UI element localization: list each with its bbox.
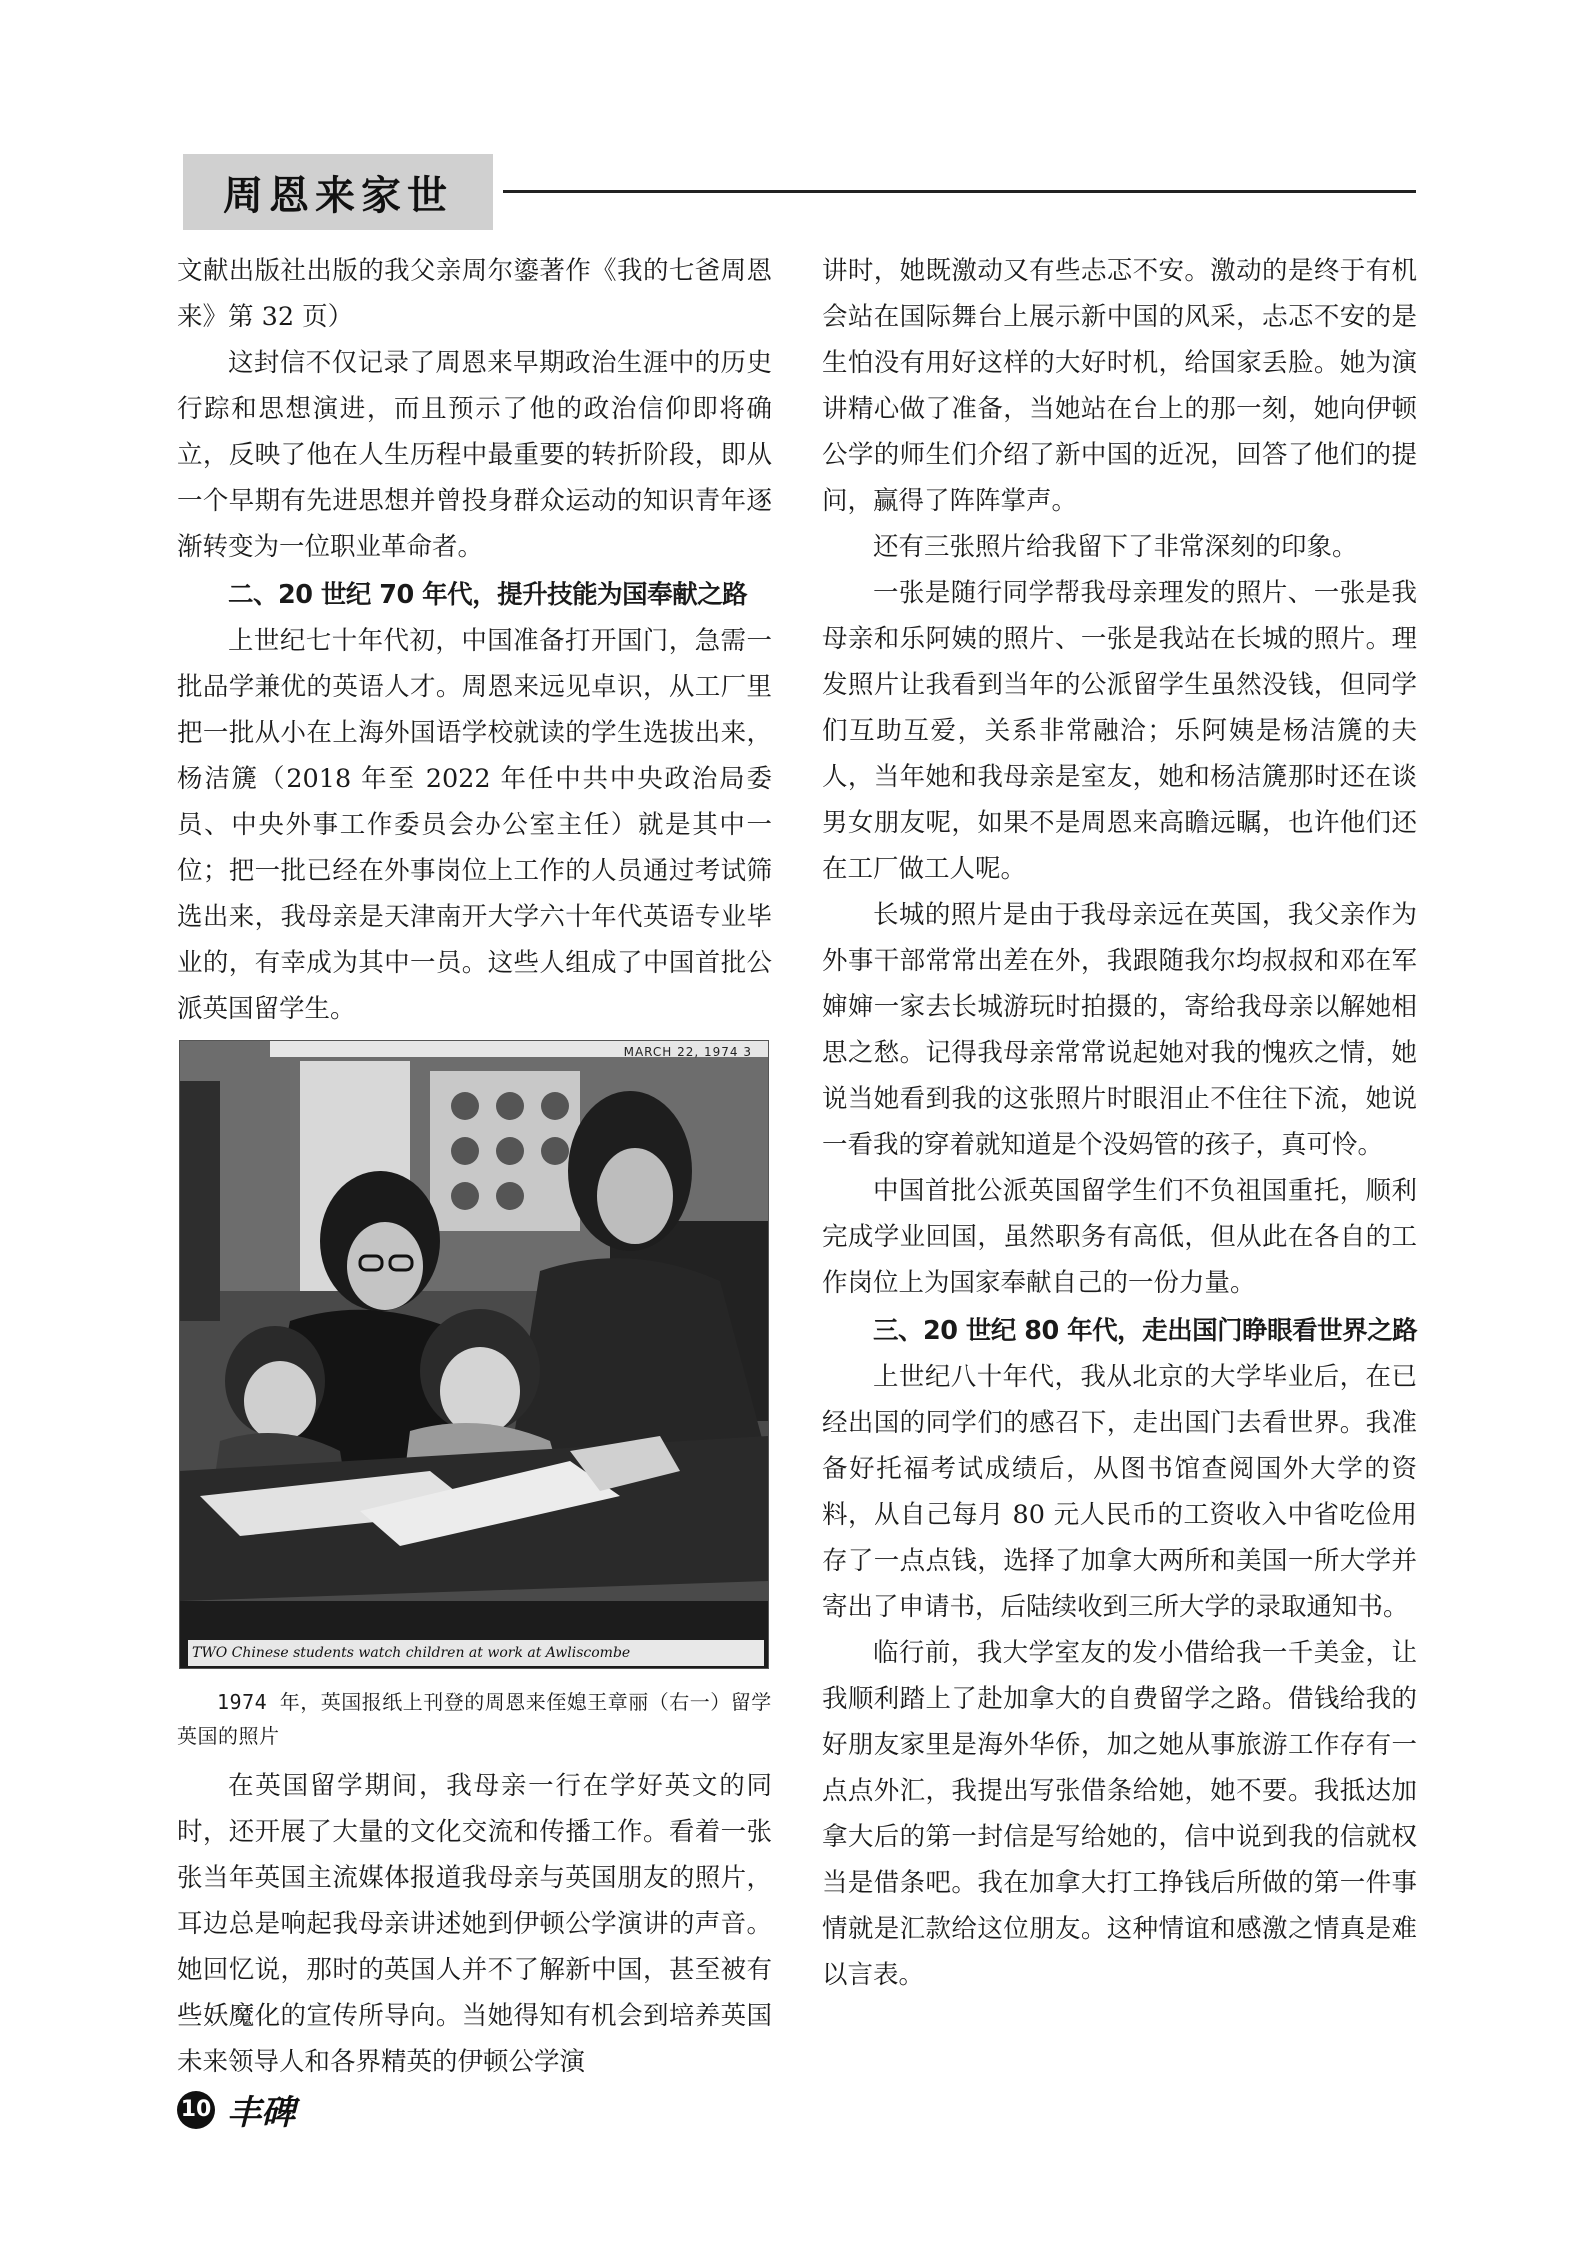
magazine-name: 丰碑 bbox=[227, 2093, 295, 2133]
paragraph: 还有三张照片给我留下了非常深刻的印象。 bbox=[873, 532, 1358, 562]
paragraph: 讲时，她既激动又有些忐忑不安。激动的是终于有机会站在国际舞台上展示新中国的风采，忐忑不安的是生怕没有用好这样的大好时机，给国家丢脸。她为演讲精心做了准备，当她站在台上的那一刻，她向伊顿公学的师生们介绍了新中国的近况，回答了他们的提问，赢得了阵阵掌声。 bbox=[822, 256, 1417, 516]
paragraph: 一张是随行同学帮我母亲理发的照片、一张是我母亲和乐阿姨的照片、一张是我站在长城的照片。理发照片让我看到当年的公派留学生虽然没钱，但同学们互助互爱，关系非常融洽；乐阿姨是杨洁篪的夫人，当年她和我母亲是室友，她和杨洁篪那时还在谈男女朋友呢，如果不是周恩来高瞻远瞩，也许他们还在工厂做工人呢。 bbox=[822, 578, 1417, 884]
section-heading: 三、20 世纪 80 年代，走出国门睁眼看世界之路 bbox=[873, 1316, 1418, 1346]
paragraph: 文献出版社出版的我父亲周尔鎏著作《我的七爸周恩来》第 32 页） bbox=[177, 256, 772, 332]
paragraph: 长城的照片是由于我母亲远在英国，我父亲作为外事干部常常出差在外，我跟随我尔均叔叔和邓在军婶婶一家去长城游玩时拍摄的，寄给我母亲以解她相思之愁。记得我母亲常常说起她对我的愧疚之情，她说当她看到我的这张照片时眼泪止不住往下流，她说一看我的穿着就知道是个没妈管的孩子，真可怜。 bbox=[822, 900, 1417, 1160]
paragraph: 中国首批公派英国留学生们不负祖国重托，顺利完成学业回国，虽然职务有高低，但从此在各自的工作岗位上为国家奉献自己的一份力量。 bbox=[822, 1176, 1417, 1298]
paragraph: 上世纪八十年代，我从北京的大学毕业后，在已经出国的同学们的感召下，走出国门去看世界。我准备好托福考试成绩后，从图书馆查阅国外大学的资料，从自己每月 80 元人民币的工资收入中省吃俭用存了一点点钱，选择了加拿大两所和美国一所大学并寄出了申请书，后陆续收到三所大学的录取通知书。 bbox=[822, 1362, 1417, 1622]
paragraph: 这封信不仅记录了周恩来早期政治生涯中的历史行踪和思想演进，而且预示了他的政治信仰即将确立，反映了他在人生历程中最重要的转折阶段，即从一个早期有先进思想并曾投身群众运动的知识青年逐渐转变为一位职业革命者。 bbox=[177, 348, 772, 562]
paragraph: 临行前，我大学室友的发小借给我一千美金，让我顺利踏上了赴加拿大的自费留学之路。借钱给我的好朋友家里是海外华侨，加之她从事旅游工作存有一点点外汇，我提出写张借条给她，她不要。我抵达加拿大后的第一封信是写给她的，信中说到我的信就权当是借条吧。我在加拿大打工挣钱后所做的第一件事情就是汇款给这位朋友。这种情谊和感激之情真是难以言表。 bbox=[822, 1638, 1417, 1990]
section-header bbox=[183, 154, 493, 230]
right-column bbox=[822, 248, 1417, 1998]
paragraph: 在英国留学期间，我母亲一行在学好英文的同时，还开展了大量的文化交流和传播工作。看着一张张当年英国主流媒体报道我母亲与英国朋友的照片，耳边总是响起我母亲讲述她到伊顿公学演讲的声音。她回忆说，那时的英国人并不了解新中国，甚至被有些妖魔化的宣传所导向。当她得知有机会到培养英国未来领导人和各界精英的伊顿公学演 bbox=[177, 1771, 772, 2077]
photo-illustration bbox=[180, 1041, 768, 1668]
photo-inner-caption: TWO Chinese students watch children at work at Awliscombe bbox=[188, 1640, 764, 1666]
header-rule bbox=[503, 190, 1416, 193]
newspaper-photo bbox=[179, 1040, 769, 1669]
section-title: 周恩来家世 bbox=[223, 172, 453, 219]
left-column bbox=[177, 248, 772, 2085]
page-footer bbox=[177, 2085, 295, 2134]
section-heading: 二、20 世纪 70 年代，提升技能为国奉献之路 bbox=[228, 580, 748, 610]
photo-date-stamp: MARCH 22, 1974 3 bbox=[623, 1045, 752, 1059]
photo-caption: 1974 年，英国报纸上刊登的周恩来侄媳王章丽（右一）留学英国的照片 bbox=[177, 1690, 772, 1748]
paragraph: 上世纪七十年代初，中国准备打开国门，急需一批品学兼优的英语人才。周恩来远见卓识，从工厂里把一批从小在上海外国语学校就读的学生选拔出来，杨洁篪（2018 年至 2022 年任中共中央政治局委员、中央外事工作委员会办公室主任）就是其中一位；把一批已经在外事岗位上工作的人员通过考试筛选出来，我母亲是天津南开大学六十年代英语专业毕业的，有幸成为其中一员。这些人组成了中国首批公派英国留学生。 bbox=[177, 626, 772, 1024]
page-number: 10 bbox=[177, 2091, 215, 2129]
